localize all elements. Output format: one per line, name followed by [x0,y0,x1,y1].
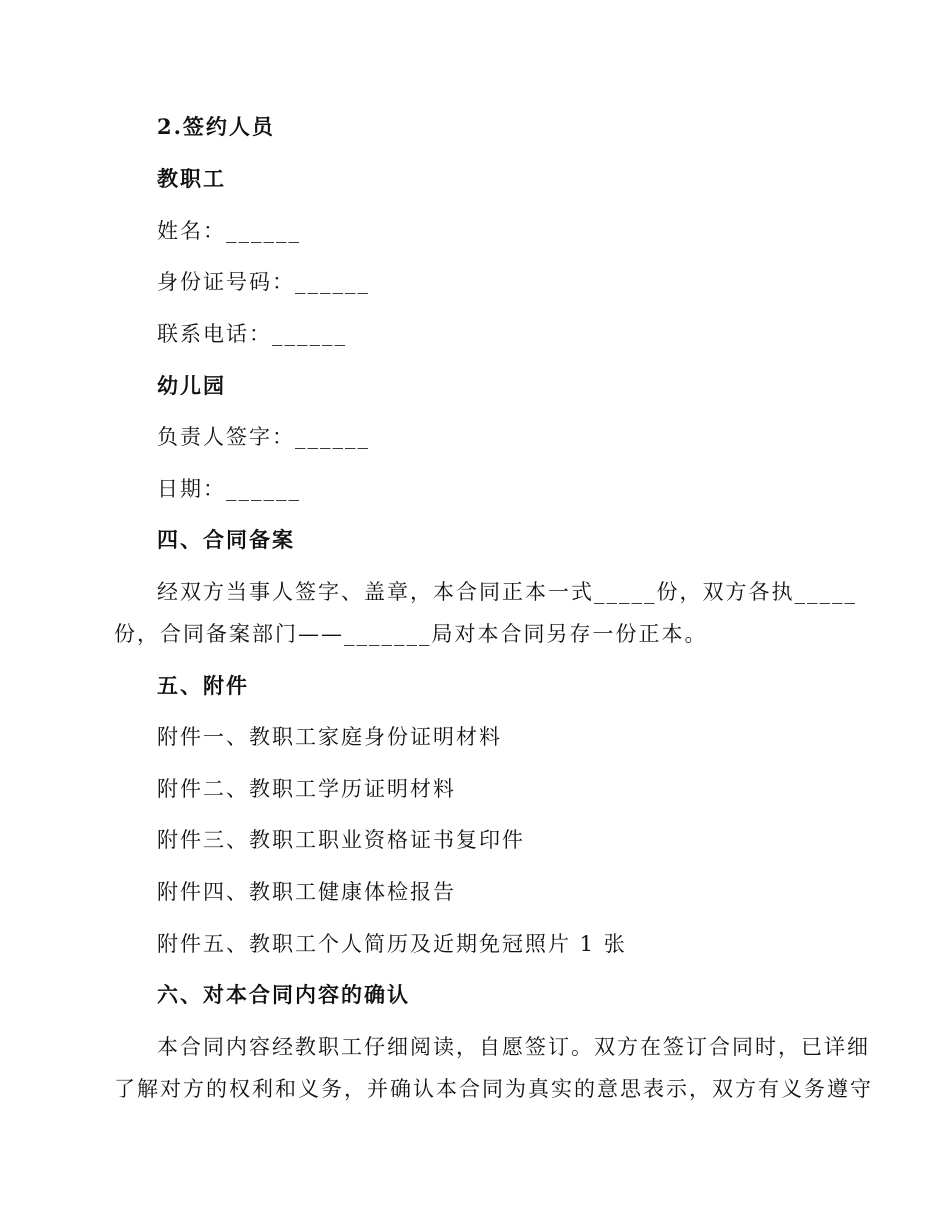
attachment-item-2: 附件二、教职工学历证明材料 [157,777,456,801]
kindergarten-heading: 幼儿园 [157,373,226,398]
staff-name-field: 姓名：______ [157,219,301,243]
filing-title: 四、合同备案 [157,527,295,552]
filing-paragraph-line-2: 份，合同备案部门——_______局对本合同另存一份正本。 [114,622,708,646]
confirm-title: 六、对本合同内容的确认 [157,982,410,1007]
confirm-paragraph-line-1: 本合同内容经教职工仔细阅读，自愿签订。双方在签订合同时，已详细 [157,1035,870,1059]
attachment-item-1: 附件一、教职工家庭身份证明材料 [157,725,502,749]
staff-phone-field: 联系电话：______ [157,322,347,346]
kg-signature-field: 负责人签字：______ [157,425,370,449]
filing-paragraph-line-1: 经双方当事人签字、盖章，本合同正本一式_____份，双方各执_____ [157,580,857,604]
kg-date-field: 日期：______ [157,477,301,501]
confirm-paragraph-line-2: 了解对方的权利和义务，并确认本合同为真实的意思表示，双方有义务遵守 [114,1077,873,1101]
staff-id-field: 身份证号码：______ [157,270,370,294]
staff-heading: 教职工 [157,166,226,191]
attachment-item-5: 附件五、教职工个人简历及近期免冠照片 1 张 [157,932,627,956]
signers-title: 2.签约人员 [157,114,275,139]
attachment-item-3: 附件三、教职工职业资格证书复印件 [157,828,525,852]
attachment-item-4: 附件四、教职工健康体检报告 [157,880,456,904]
attachments-title: 五、附件 [157,673,249,698]
